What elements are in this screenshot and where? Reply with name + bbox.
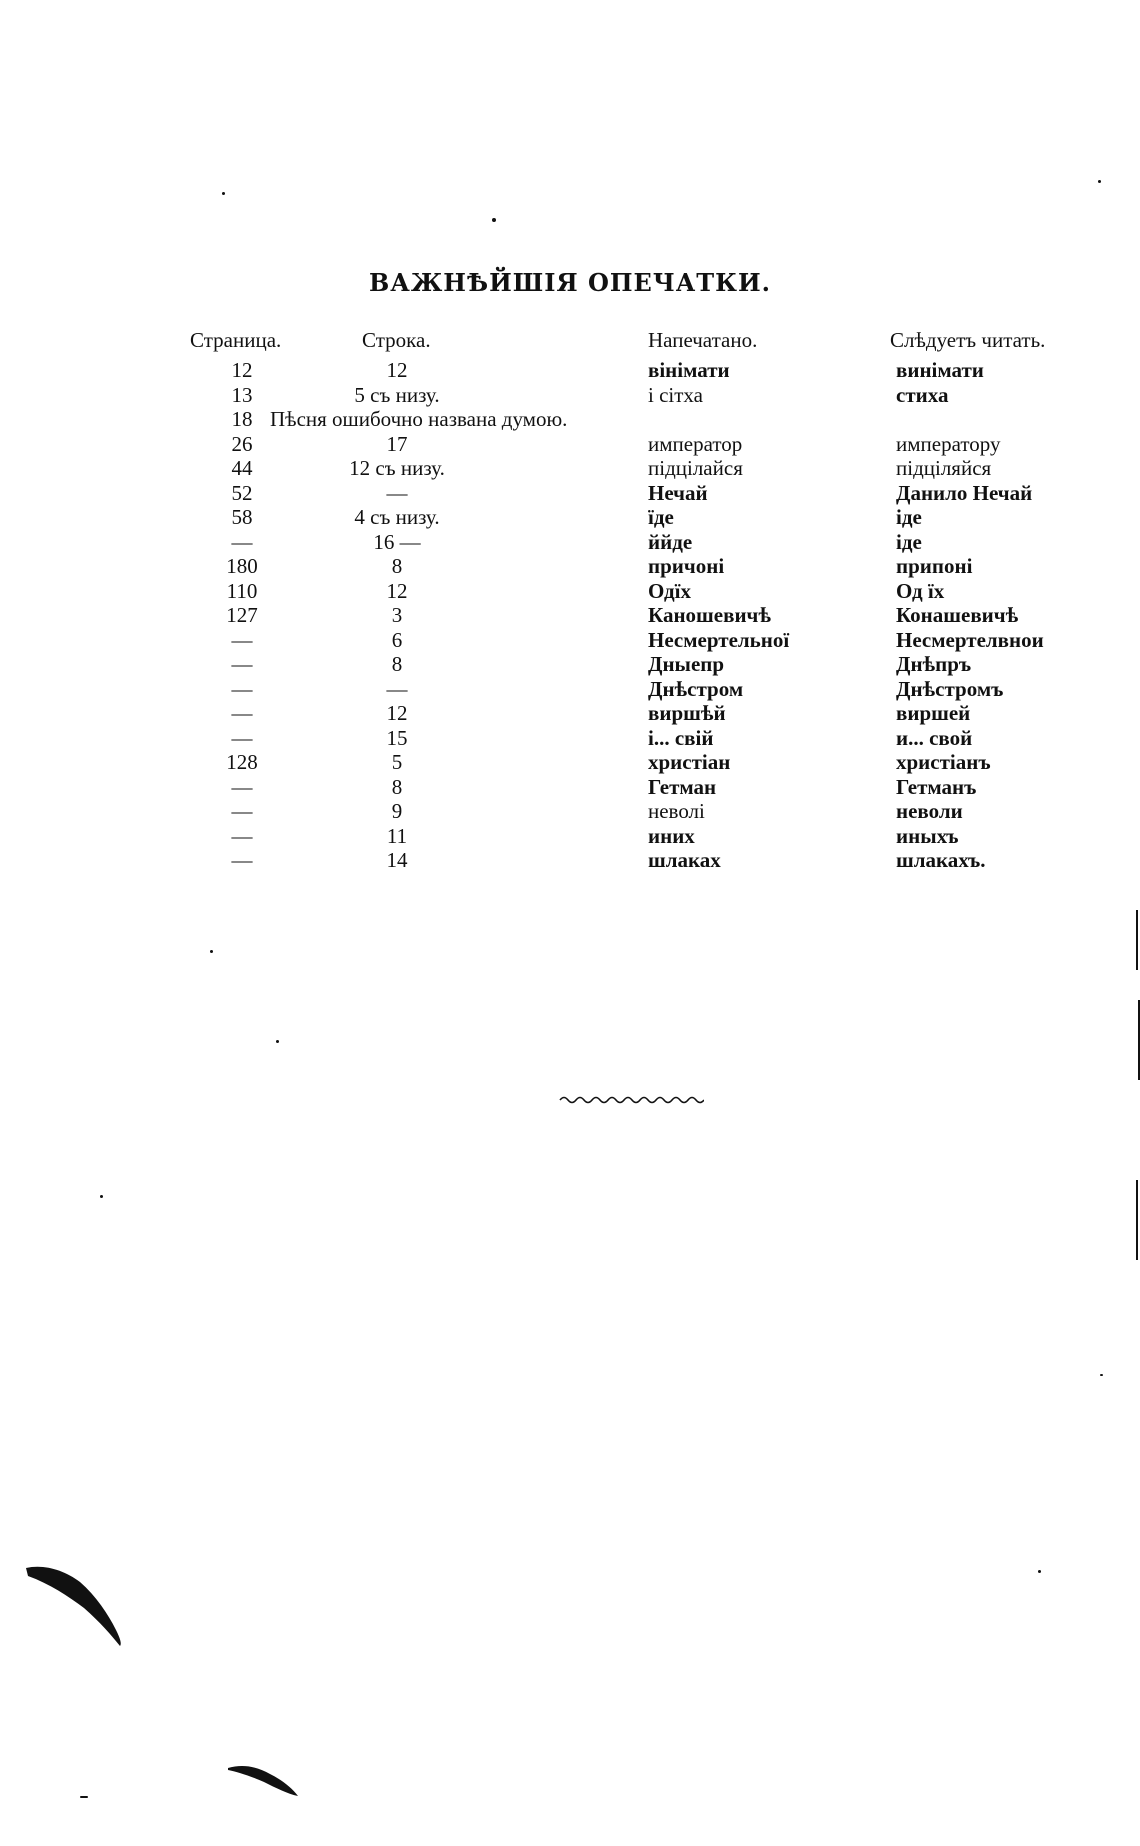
errata-row (0, 848, 1140, 873)
row-page: — (231, 799, 253, 823)
row-line: 12 (386, 578, 408, 603)
row-read: неволи (896, 799, 963, 823)
errata-row (0, 456, 1140, 481)
scan-speck (100, 1195, 103, 1198)
row-read: Од їх (896, 578, 945, 603)
errata-header-row (0, 328, 1140, 358)
errata-row (0, 407, 1140, 432)
scan-speck (276, 1040, 279, 1043)
scan-speck (1098, 180, 1101, 183)
row-read: иныхъ (896, 823, 959, 848)
row-line: 12 (386, 701, 408, 725)
row-line: 9 (391, 799, 403, 823)
row-line: 5 (391, 750, 403, 774)
errata-row (0, 824, 1140, 849)
row-line: 8 (391, 554, 403, 578)
errata-row (0, 652, 1140, 677)
errata-row (0, 554, 1140, 579)
row-page: 180 (226, 554, 258, 578)
row-page: — (231, 725, 253, 750)
row-page: 128 (226, 750, 258, 774)
row-read: стиха (896, 382, 949, 407)
row-printed: иних (648, 823, 695, 848)
row-page: — (231, 774, 253, 799)
row-read: підціляйся (896, 456, 992, 480)
row-page: 26 (231, 431, 253, 456)
row-printed: Дныепр (648, 652, 725, 676)
header-page: Страница. (190, 328, 282, 352)
row-page: — (231, 676, 253, 701)
row-printed: підцілайся (648, 456, 743, 480)
row-printed: шлаках (648, 848, 721, 872)
row-page: 44 (231, 456, 253, 480)
scan-edge-mark (1136, 1180, 1138, 1260)
row-page: 110 (226, 578, 258, 603)
row-read: іде (896, 529, 922, 554)
row-read: Днѣпръ (896, 652, 972, 676)
row-page: — (231, 823, 253, 848)
scan-speck (222, 192, 225, 195)
row-read: шлакахъ. (896, 848, 986, 872)
row-printed: Каношевичѣ (648, 603, 771, 627)
row-page: 127 (226, 603, 258, 627)
errata-row (0, 432, 1140, 457)
row-page: — (231, 652, 253, 676)
header-printed: Напечатано. (648, 328, 758, 352)
row-page: — (231, 848, 253, 872)
row-read: христіанъ (896, 750, 991, 774)
scan-speck (492, 218, 496, 222)
row-read: Данило Нечай (896, 480, 1033, 505)
row-printed: Нечай (648, 480, 708, 505)
row-printed: вінімати (648, 358, 730, 382)
scan-speck (1100, 1374, 1103, 1376)
row-line: 8 (391, 774, 403, 799)
row-printed: ййде (648, 529, 693, 554)
row-line: 5 съ низу. (354, 382, 440, 407)
header-read: Слѣдуетъ читать. (890, 328, 1046, 352)
header-line: Строка. (362, 328, 431, 352)
row-page: 58 (231, 505, 253, 529)
scan-speck (1038, 1570, 1041, 1573)
row-line: 12 съ низу. (349, 456, 445, 480)
row-read: Днѣстромъ (896, 676, 1004, 701)
row-printed: император (648, 431, 743, 456)
errata-table (0, 328, 1140, 873)
row-line: 8 (391, 652, 403, 676)
row-page: 18 (231, 407, 253, 431)
row-read: Несмертелвнои (896, 627, 1044, 652)
row-page: 12 (231, 358, 253, 382)
row-printed: і... свій (648, 725, 714, 750)
errata-row (0, 701, 1140, 726)
row-line: 6 (391, 627, 403, 652)
errata-row (0, 481, 1140, 506)
scan-speck (80, 1796, 88, 1798)
row-line: — (386, 480, 408, 505)
row-printed: Гетман (648, 774, 717, 799)
errata-row (0, 383, 1140, 408)
errata-row (0, 530, 1140, 555)
row-line: 3 (391, 603, 403, 627)
row-printed: христіан (648, 750, 731, 774)
scan-speck (210, 950, 213, 953)
row-line: — (386, 676, 408, 701)
row-read: припоні (896, 554, 973, 578)
row-page: — (231, 529, 253, 554)
row-line: 17 (386, 431, 408, 456)
errata-row (0, 726, 1140, 751)
row-line: 15 (386, 725, 408, 750)
errata-row (0, 358, 1140, 383)
errata-row (0, 775, 1140, 800)
row-printed: причоні (648, 554, 725, 578)
row-printed: Днѣстром (648, 676, 744, 701)
wavy-rule-ornament (558, 1093, 704, 1107)
row-page: 52 (231, 480, 253, 505)
row-line: 11 (386, 823, 408, 848)
row-page: 13 (231, 382, 253, 407)
errata-row (0, 628, 1140, 653)
row-read: іде (896, 505, 922, 529)
row-read: Гетманъ (896, 774, 977, 799)
errata-row (0, 505, 1140, 530)
errata-row (0, 603, 1140, 628)
row-line: 4 съ низу. (354, 505, 440, 529)
row-page: — (231, 701, 253, 725)
row-read: Конашевичѣ (896, 603, 1019, 627)
row-printed: їде (648, 505, 674, 529)
errata-row (0, 799, 1140, 824)
row-printed: Несмертельної (648, 627, 790, 652)
row-page: — (231, 627, 253, 652)
errata-row (0, 677, 1140, 702)
row-printed: Одїх (648, 578, 692, 603)
ink-blot (226, 1760, 302, 1800)
row-line: 12 (386, 358, 408, 382)
row-note: Пѣсня ошибочно названа думою. (270, 407, 568, 431)
ink-blot (24, 1556, 124, 1648)
row-printed: виршѣй (648, 701, 726, 725)
row-line: 16 — (373, 529, 421, 554)
row-read: и... свой (896, 725, 973, 750)
row-read: винімати (896, 358, 984, 382)
errata-row (0, 579, 1140, 604)
row-line: 14 (386, 848, 408, 872)
row-read: виршей (896, 701, 971, 725)
row-read: императору (896, 431, 1001, 456)
row-printed: неволі (648, 799, 705, 823)
scan-edge-mark (1136, 910, 1138, 970)
row-printed: і сітха (648, 382, 703, 407)
errata-title: ВАЖНѢЙШІЯ ОПЕЧАТКИ. (368, 268, 772, 297)
errata-row (0, 750, 1140, 775)
